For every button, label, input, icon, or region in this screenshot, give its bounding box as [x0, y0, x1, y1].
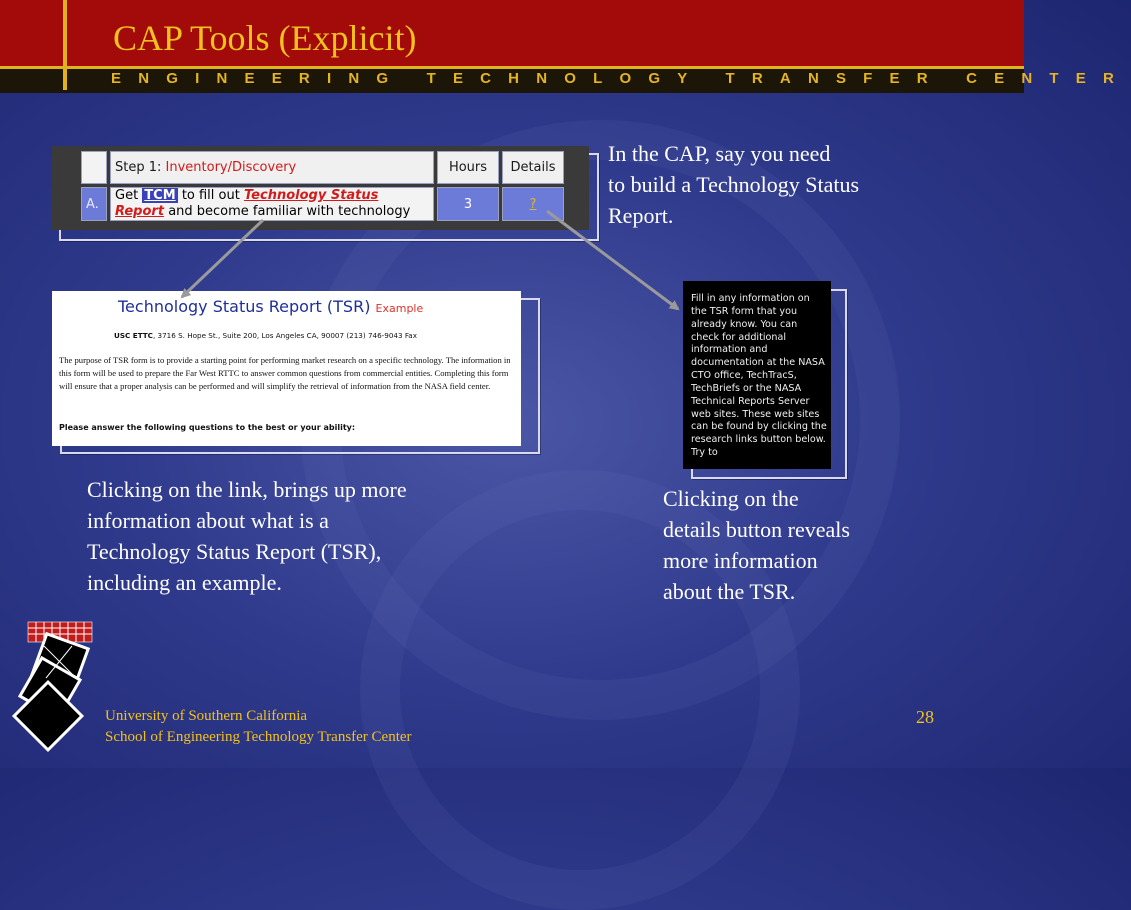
- hours-value: 3: [437, 187, 499, 221]
- intro-line: Report.: [608, 203, 674, 228]
- hours-header: Hours: [437, 151, 499, 184]
- tsr-paragraph: The purpose of TSR form is to provide a starting point for performing market research on a specific technology. The information in this form will be used to prepare the Far West RTTC to answer common questions from commercial entities. Completing this form will ensure that a proper analysis can be performed and will simplify the retrieval of information from the NASA field center.: [59, 355, 511, 391]
- details-caption: [663, 483, 850, 607]
- caption-line: about the TSR.: [663, 579, 796, 604]
- usc-logo-icon: [14, 620, 104, 760]
- step-name: Inventory/Discovery: [165, 160, 297, 175]
- intro-line: to build a Technology Status: [608, 172, 860, 197]
- slide-title: CAP Tools (Explicit): [113, 18, 417, 58]
- link-caption: [87, 474, 407, 598]
- caption-line: information about what is a: [87, 508, 329, 533]
- tcm-link[interactable]: TCM: [144, 188, 176, 203]
- row-letter: A.: [81, 187, 107, 221]
- caption-line: details button reveals: [663, 517, 850, 542]
- tsr-link[interactable]: Technology Status: [243, 188, 379, 203]
- tsr-title-text: Technology Status Report (TSR): [118, 297, 371, 316]
- tsr-link-continued[interactable]: Report: [115, 204, 165, 219]
- arrow-to-tsr: [182, 220, 263, 297]
- caption-line: including an example.: [87, 570, 282, 595]
- arrow-to-details: [547, 211, 678, 309]
- task-text: Get: [115, 188, 139, 203]
- address-org: USC ETTC: [114, 331, 153, 340]
- caption-line: Clicking on the link, brings up more: [87, 477, 407, 502]
- caption-line: Clicking on the: [663, 486, 799, 511]
- task-text: and become familiar with technology: [168, 204, 411, 219]
- caption-line: more information: [663, 548, 818, 573]
- footer-school: School of Engineering Technology Transfer Center: [105, 729, 412, 745]
- details-header: Details: [502, 151, 564, 184]
- popup-text: Fill in any information on the TSR form that you already know. You can check for additional information and documentation at the NASA CTO office, TechTracS, TechBriefs or the NASA Technical Reports Server web sites. These web sites can be found by clicking the research links button below. Try to: [691, 293, 827, 459]
- task-text: to fill out: [181, 188, 240, 203]
- caption-line: Technology Status Report (TSR),: [87, 539, 382, 564]
- example-link[interactable]: Example: [375, 302, 424, 315]
- tsr-prompt: Please answer the following questions to the best or your ability:: [59, 423, 356, 432]
- footer-university: University of Southern California: [105, 708, 308, 724]
- step-prefix: Step 1:: [115, 160, 162, 175]
- intro-line: In the CAP, say you need: [608, 141, 831, 166]
- details-link[interactable]: ?: [529, 196, 537, 212]
- page-number: 28: [916, 707, 934, 727]
- band-text: ENGINEERING TECHNOLOGY TRANSFER CENTER: [111, 70, 1131, 87]
- address-text: , 3716 S. Hope St., Suite 200, Los Angeles CA, 90007 (213) 746-9043 Fax: [152, 331, 417, 340]
